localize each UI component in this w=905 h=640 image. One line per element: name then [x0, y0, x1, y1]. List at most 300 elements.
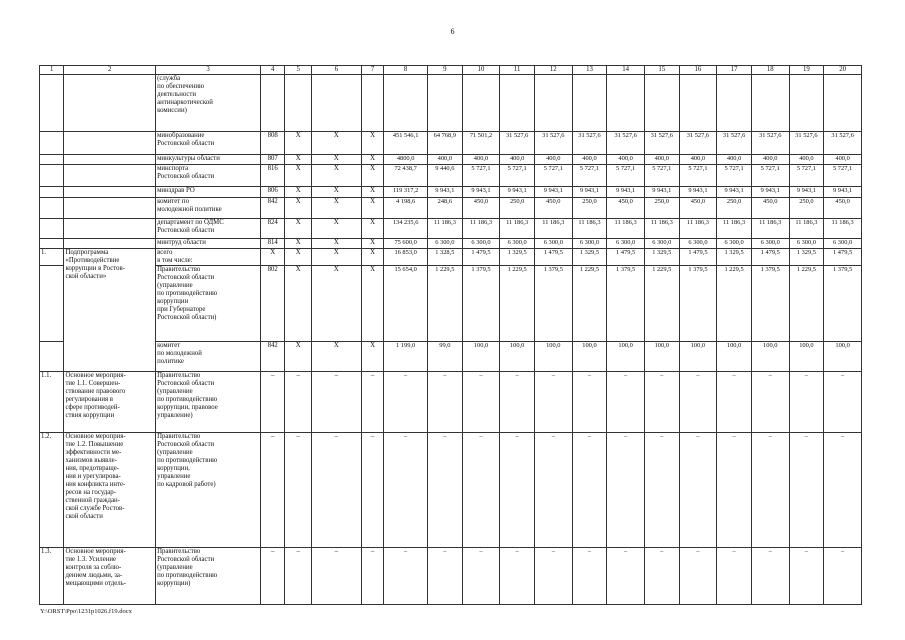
column-number-19: 19 [789, 66, 824, 75]
year-amount-cell: – [607, 372, 645, 433]
csr-code-cell: Х [311, 342, 361, 372]
year-amount-cell: 1 379,5 [534, 266, 572, 342]
year-amount-cell: 1 479,5 [751, 249, 789, 266]
year-amount-cell: – [644, 548, 679, 605]
year-amount-cell: – [824, 372, 862, 433]
total-amount-cell: 75 600,0 [384, 239, 428, 249]
csr-code-cell: Х [311, 165, 361, 187]
rzpr-code-cell: Х [285, 155, 311, 165]
year-amount-cell: 5 727,1 [679, 165, 717, 187]
year-amount-cell: 11 186,3 [534, 219, 572, 239]
year-amount-cell: – [462, 548, 500, 605]
column-number-3: 3 [156, 66, 261, 75]
year-amount-cell: 400,0 [824, 155, 862, 165]
column-number-5: 5 [285, 66, 311, 75]
vr-code-cell: Х [361, 249, 383, 266]
year-amount-cell: 5 727,1 [500, 165, 535, 187]
year-amount-cell: 9 943,1 [644, 187, 679, 198]
table-row [40, 132, 862, 155]
column-number-14: 14 [607, 66, 645, 75]
vr-code-cell: Х [361, 165, 383, 187]
year-amount-cell: 11 186,3 [462, 219, 500, 239]
year-amount-cell: 6 300,0 [534, 239, 572, 249]
total-amount-cell: 134 235,6 [384, 219, 428, 239]
year-amount-cell: 5 727,1 [462, 165, 500, 187]
vr-code-cell [361, 75, 383, 132]
item-number-cell [40, 219, 64, 239]
year-amount-cell: 6 300,0 [607, 239, 645, 249]
year-amount-cell: 11 186,3 [428, 219, 463, 239]
executor-cell: минобразование Ростовской области [156, 132, 261, 155]
year-amount-cell: 400,0 [751, 155, 789, 165]
year-amount-cell: 11 186,3 [644, 219, 679, 239]
year-amount-cell: 9 943,1 [607, 187, 645, 198]
year-amount-cell: – [717, 372, 752, 433]
year-amount-cell: – [428, 433, 463, 548]
year-amount-cell: 31 527,6 [644, 132, 679, 155]
table-row [40, 219, 862, 239]
year-amount-cell [644, 75, 679, 132]
year-amount-cell: – [462, 433, 500, 548]
year-amount-cell: – [717, 548, 752, 605]
total-amount-cell: 4 198,6 [384, 198, 428, 219]
rzpr-code-cell: Х [285, 198, 311, 219]
year-amount-cell: 71 501,2 [462, 132, 500, 155]
total-amount-cell: 16 853,0 [384, 249, 428, 266]
year-amount-cell: 1 229,5 [428, 266, 463, 342]
year-amount-cell: – [500, 372, 535, 433]
csr-code-cell [311, 75, 361, 132]
year-amount-cell: – [679, 433, 717, 548]
year-amount-cell: 1 479,5 [824, 249, 862, 266]
year-amount-cell [462, 75, 500, 132]
program-name-cell [64, 187, 156, 198]
csr-code-cell: Х [311, 132, 361, 155]
column-number-17: 17 [717, 66, 752, 75]
year-amount-cell: 450,0 [751, 198, 789, 219]
year-amount-cell: 5 727,1 [717, 165, 752, 187]
column-number-2: 2 [64, 66, 156, 75]
csr-code-cell: – [311, 548, 361, 605]
item-number-cell [40, 187, 64, 198]
program-name-cell [64, 239, 156, 249]
year-amount-cell [607, 75, 645, 132]
table-row [40, 372, 862, 433]
year-amount-cell: 6 300,0 [751, 239, 789, 249]
year-amount-cell: – [500, 433, 535, 548]
year-amount-cell: 1 329,5 [789, 249, 824, 266]
year-amount-cell: – [572, 372, 607, 433]
table-row [40, 342, 862, 372]
column-number-20: 20 [824, 66, 862, 75]
vr-code-cell: Х [361, 155, 383, 165]
year-amount-cell [572, 75, 607, 132]
rzpr-code-cell: Х [285, 219, 311, 239]
year-amount-cell: 1 229,5 [789, 266, 824, 342]
year-amount-cell: 9 943,1 [751, 187, 789, 198]
grbs-code-cell: 807 [261, 155, 285, 165]
column-number-header [40, 66, 862, 75]
year-amount-cell: 6 300,0 [679, 239, 717, 249]
total-amount-cell: – [384, 548, 428, 605]
grbs-code-cell: – [261, 372, 285, 433]
year-amount-cell: 11 186,3 [789, 219, 824, 239]
year-amount-cell: – [607, 548, 645, 605]
year-amount-cell: 9 943,1 [534, 187, 572, 198]
year-amount-cell: 1 379,5 [824, 266, 862, 342]
executor-cell: минтруд области [156, 239, 261, 249]
year-amount-cell: 11 186,3 [607, 219, 645, 239]
year-amount-cell: 31 527,6 [717, 132, 752, 155]
year-amount-cell: 6 300,0 [789, 239, 824, 249]
total-amount-cell: 119 317,2 [384, 187, 428, 198]
year-amount-cell: 1 329,5 [500, 249, 535, 266]
year-amount-cell: 400,0 [644, 155, 679, 165]
budget-table [39, 65, 862, 605]
item-number-cell [40, 165, 64, 187]
rzpr-code-cell: Х [285, 266, 311, 342]
vr-code-cell: Х [361, 219, 383, 239]
executor-cell: Правительство Ростовской области (управление по противодействию коррупции, правовое управление) [156, 372, 261, 433]
item-number-cell [40, 75, 64, 132]
year-amount-cell: 250,0 [644, 198, 679, 219]
year-amount-cell: 100,0 [500, 342, 535, 372]
year-amount-cell: – [824, 433, 862, 548]
executor-cell: департамент по ОДМС Ростовской области [156, 219, 261, 239]
item-number-cell: 1. [40, 249, 64, 266]
year-amount-cell: 400,0 [462, 155, 500, 165]
year-amount-cell: – [751, 433, 789, 548]
year-amount-cell: 100,0 [572, 342, 607, 372]
program-name-cell [64, 155, 156, 165]
year-amount-cell: 31 527,6 [824, 132, 862, 155]
vr-code-cell: Х [361, 266, 383, 342]
year-amount-cell: 1 329,5 [644, 249, 679, 266]
year-amount-cell: – [824, 548, 862, 605]
year-amount-cell: 100,0 [824, 342, 862, 372]
year-amount-cell: 450,0 [824, 198, 862, 219]
table-row [40, 239, 862, 249]
item-number-cell: 1.1. [40, 372, 64, 433]
year-amount-cell: 450,0 [607, 198, 645, 219]
table-row [40, 249, 862, 266]
rzpr-code-cell: Х [285, 165, 311, 187]
year-amount-cell: 250,0 [500, 198, 535, 219]
year-amount-cell: 64 768,9 [428, 132, 463, 155]
rzpr-code-cell: Х [285, 342, 311, 372]
year-amount-cell: 6 300,0 [462, 239, 500, 249]
program-name-cell [64, 198, 156, 219]
column-number-18: 18 [751, 66, 789, 75]
year-amount-cell: 11 186,3 [500, 219, 535, 239]
year-amount-cell: – [428, 372, 463, 433]
rzpr-code-cell: – [285, 433, 311, 548]
year-amount-cell: – [717, 433, 752, 548]
year-amount-cell: 400,0 [572, 155, 607, 165]
year-amount-cell: – [500, 548, 535, 605]
grbs-code-cell [261, 75, 285, 132]
column-number-16: 16 [679, 66, 717, 75]
year-amount-cell: 6 300,0 [428, 239, 463, 249]
program-name-cell [64, 219, 156, 239]
executor-cell: минздрав РО [156, 187, 261, 198]
executor-cell: комитет по молодежной политике [156, 198, 261, 219]
grbs-code-cell: – [261, 433, 285, 548]
year-amount-cell: – [644, 433, 679, 548]
year-amount-cell: – [679, 548, 717, 605]
year-amount-cell: 1 329,5 [717, 249, 752, 266]
year-amount-cell [500, 75, 535, 132]
vr-code-cell: Х [361, 187, 383, 198]
csr-code-cell: Х [311, 219, 361, 239]
executor-cell: (служба по обеспечению деятельности антинаркотической комиссии) [156, 75, 261, 132]
year-amount-cell: 100,0 [717, 342, 752, 372]
year-amount-cell: 9 943,1 [428, 187, 463, 198]
year-amount-cell: – [751, 548, 789, 605]
item-number-cell: 1.3. [40, 548, 64, 605]
year-amount-cell: 1 229,5 [572, 266, 607, 342]
column-number-11: 11 [500, 66, 535, 75]
csr-code-cell: – [311, 372, 361, 433]
year-amount-cell: 11 186,3 [717, 219, 752, 239]
year-amount-cell: 1 328,5 [428, 249, 463, 266]
rzpr-code-cell: – [285, 548, 311, 605]
year-amount-cell: – [644, 372, 679, 433]
rzpr-code-cell: Х [285, 249, 311, 266]
year-amount-cell: 9 943,1 [462, 187, 500, 198]
year-amount-cell [717, 75, 752, 132]
executor-cell: Правительство Ростовской области (управление по противодействию коррупции при Губернаторе Ростовской области) [156, 266, 261, 342]
executor-cell: всего в том числе: [156, 249, 261, 266]
total-amount-cell: 15 654,0 [384, 266, 428, 342]
year-amount-cell: 400,0 [607, 155, 645, 165]
total-amount-cell [384, 75, 428, 132]
program-name-cell [64, 75, 156, 132]
program-name-cell: Основное мероприя- тие 1.3. Усиление контроля за соблю- дением людьми, за- мещающими отдель- [64, 548, 156, 605]
year-amount-cell: 100,0 [462, 342, 500, 372]
column-number-8: 8 [384, 66, 428, 75]
year-amount-cell: 11 186,3 [572, 219, 607, 239]
executor-cell: минкультуры области [156, 155, 261, 165]
vr-code-cell: – [361, 372, 383, 433]
table-body [40, 75, 862, 605]
year-amount-cell [824, 75, 862, 132]
year-amount-cell: 31 527,6 [607, 132, 645, 155]
year-amount-cell: 450,0 [679, 198, 717, 219]
year-amount-cell: 6 300,0 [717, 239, 752, 249]
year-amount-cell: 1 379,5 [462, 266, 500, 342]
vr-code-cell: Х [361, 132, 383, 155]
grbs-code-cell: 802 [261, 266, 285, 342]
grbs-code-cell: 842 [261, 198, 285, 219]
year-amount-cell: 100,0 [751, 342, 789, 372]
year-amount-cell: 9 440,6 [428, 165, 463, 187]
table-row [40, 548, 862, 605]
item-number-cell [40, 198, 64, 219]
year-amount-cell: 5 727,1 [644, 165, 679, 187]
year-amount-cell: 31 527,6 [789, 132, 824, 155]
total-amount-cell: 72 438,7 [384, 165, 428, 187]
csr-code-cell: Х [311, 187, 361, 198]
page-number: 6 [450, 27, 455, 36]
executor-cell: Правительство Ростовской области (управление по противодействию коррупции, управление по кадровой работе) [156, 433, 261, 548]
year-amount-cell: – [534, 548, 572, 605]
item-number-cell [40, 266, 64, 342]
year-amount-cell: 1 229,5 [500, 266, 535, 342]
column-number-10: 10 [462, 66, 500, 75]
table-row [40, 165, 862, 187]
program-name-cell: Основное мероприя- тие 1.2. Повышение эффективности ме- ханизмов выявле- ния, предотвраще- ния и урегулирова- ния конфликта инте- ресов на государ- ственной граждан- ской службе Ростов- ской области [64, 433, 156, 548]
program-name-cell [64, 132, 156, 155]
year-amount-cell: 1 479,5 [462, 249, 500, 266]
year-amount-cell [679, 75, 717, 132]
year-amount-cell: – [572, 433, 607, 548]
year-amount-cell: 1 479,5 [607, 249, 645, 266]
year-amount-cell: 1 229,5 [644, 266, 679, 342]
year-amount-cell: 1 479,5 [679, 249, 717, 266]
year-amount-cell: 9 943,1 [572, 187, 607, 198]
vr-code-cell: – [361, 548, 383, 605]
year-amount-cell [428, 75, 463, 132]
year-amount-cell: 248,6 [428, 198, 463, 219]
vr-code-cell: – [361, 433, 383, 548]
table-row [40, 266, 862, 342]
year-amount-cell: 400,0 [717, 155, 752, 165]
total-amount-cell: 4800,0 [384, 155, 428, 165]
csr-code-cell: – [311, 433, 361, 548]
rzpr-code-cell: – [285, 372, 311, 433]
year-amount-cell: 31 527,6 [679, 132, 717, 155]
table-row [40, 75, 862, 132]
executor-cell: минспорта Ростовской области [156, 165, 261, 187]
year-amount-cell: 1 379,5 [679, 266, 717, 342]
grbs-code-cell: 842 [261, 342, 285, 372]
vr-code-cell: Х [361, 342, 383, 372]
csr-code-cell: Х [311, 155, 361, 165]
column-number-6: 6 [311, 66, 361, 75]
year-amount-cell: 100,0 [534, 342, 572, 372]
year-amount-cell [751, 75, 789, 132]
year-amount-cell: 9 943,1 [500, 187, 535, 198]
csr-code-cell: Х [311, 266, 361, 342]
grbs-code-cell: 824 [261, 219, 285, 239]
year-amount-cell: 5 727,1 [789, 165, 824, 187]
vr-code-cell: Х [361, 198, 383, 219]
column-number-1: 1 [40, 66, 64, 75]
total-amount-cell: – [384, 433, 428, 548]
year-amount-cell: 400,0 [428, 155, 463, 165]
column-number-13: 13 [572, 66, 607, 75]
year-amount-cell: 100,0 [679, 342, 717, 372]
year-amount-cell: 6 300,0 [500, 239, 535, 249]
year-amount-cell: 5 727,1 [607, 165, 645, 187]
vr-code-cell: Х [361, 239, 383, 249]
year-amount-cell: 11 186,3 [679, 219, 717, 239]
year-amount-cell: 100,0 [789, 342, 824, 372]
year-amount-cell: 450,0 [534, 198, 572, 219]
item-number-cell: 1.2. [40, 433, 64, 548]
item-number-cell [40, 342, 64, 372]
column-number-15: 15 [644, 66, 679, 75]
header-row [40, 66, 862, 75]
year-amount-cell: – [462, 372, 500, 433]
column-number-4: 4 [261, 66, 285, 75]
executor-cell: Правительство Ростовской области (управление по противодействию коррупции) [156, 548, 261, 605]
year-amount-cell [534, 75, 572, 132]
csr-code-cell: Х [311, 249, 361, 266]
item-number-cell [40, 239, 64, 249]
column-number-12: 12 [534, 66, 572, 75]
year-amount-cell: 250,0 [717, 198, 752, 219]
year-amount-cell: – [789, 372, 824, 433]
year-amount-cell: 11 186,3 [751, 219, 789, 239]
year-amount-cell: 1 379,5 [751, 266, 789, 342]
item-number-cell [40, 155, 64, 165]
grbs-code-cell: 806 [261, 187, 285, 198]
csr-code-cell: Х [311, 239, 361, 249]
year-amount-cell: 1 379,5 [607, 266, 645, 342]
rzpr-code-cell: Х [285, 239, 311, 249]
year-amount-cell: – [679, 372, 717, 433]
year-amount-cell: 9 943,1 [717, 187, 752, 198]
year-amount-cell: – [572, 548, 607, 605]
year-amount-cell: 100,0 [644, 342, 679, 372]
year-amount-cell: 250,0 [789, 198, 824, 219]
rzpr-code-cell [285, 75, 311, 132]
program-name-cell [64, 165, 156, 187]
total-amount-cell: 1 199,0 [384, 342, 428, 372]
table-row [40, 155, 862, 165]
year-amount-cell: 5 727,1 [824, 165, 862, 187]
year-amount-cell: 31 527,6 [751, 132, 789, 155]
year-amount-cell: 31 527,6 [572, 132, 607, 155]
grbs-code-cell: 814 [261, 239, 285, 249]
year-amount-cell: 1 329,5 [572, 249, 607, 266]
grbs-code-cell: 816 [261, 165, 285, 187]
year-amount-cell: 6 300,0 [644, 239, 679, 249]
rzpr-code-cell: Х [285, 187, 311, 198]
program-name-cell: Подпрограмма «Противодействие коррупции в Ростов- ской области» [64, 249, 156, 372]
grbs-code-cell: – [261, 548, 285, 605]
item-number-cell [40, 132, 64, 155]
csr-code-cell: Х [311, 198, 361, 219]
year-amount-cell: 250,0 [572, 198, 607, 219]
grbs-code-cell: 808 [261, 132, 285, 155]
year-amount-cell: 5 727,1 [534, 165, 572, 187]
year-amount-cell: – [751, 372, 789, 433]
table-row [40, 187, 862, 198]
year-amount-cell: 6 300,0 [572, 239, 607, 249]
year-amount-cell: 6 300,0 [824, 239, 862, 249]
year-amount-cell: 9 943,1 [789, 187, 824, 198]
year-amount-cell: 31 527,6 [500, 132, 535, 155]
year-amount-cell: 1 479,5 [534, 249, 572, 266]
year-amount-cell: 400,0 [500, 155, 535, 165]
table-row [40, 198, 862, 219]
year-amount-cell: 31 527,6 [534, 132, 572, 155]
column-number-9: 9 [428, 66, 463, 75]
year-amount-cell: 400,0 [789, 155, 824, 165]
year-amount-cell: – [534, 372, 572, 433]
total-amount-cell: 451 546,1 [384, 132, 428, 155]
year-amount-cell: 9 943,1 [824, 187, 862, 198]
executor-cell: комитет по молодежной политике [156, 342, 261, 372]
year-amount-cell: – [428, 548, 463, 605]
year-amount-cell: 11 186,3 [824, 219, 862, 239]
year-amount-cell: 9 943,1 [679, 187, 717, 198]
year-amount-cell: 1 229,5 [717, 266, 752, 342]
year-amount-cell: 99,0 [428, 342, 463, 372]
